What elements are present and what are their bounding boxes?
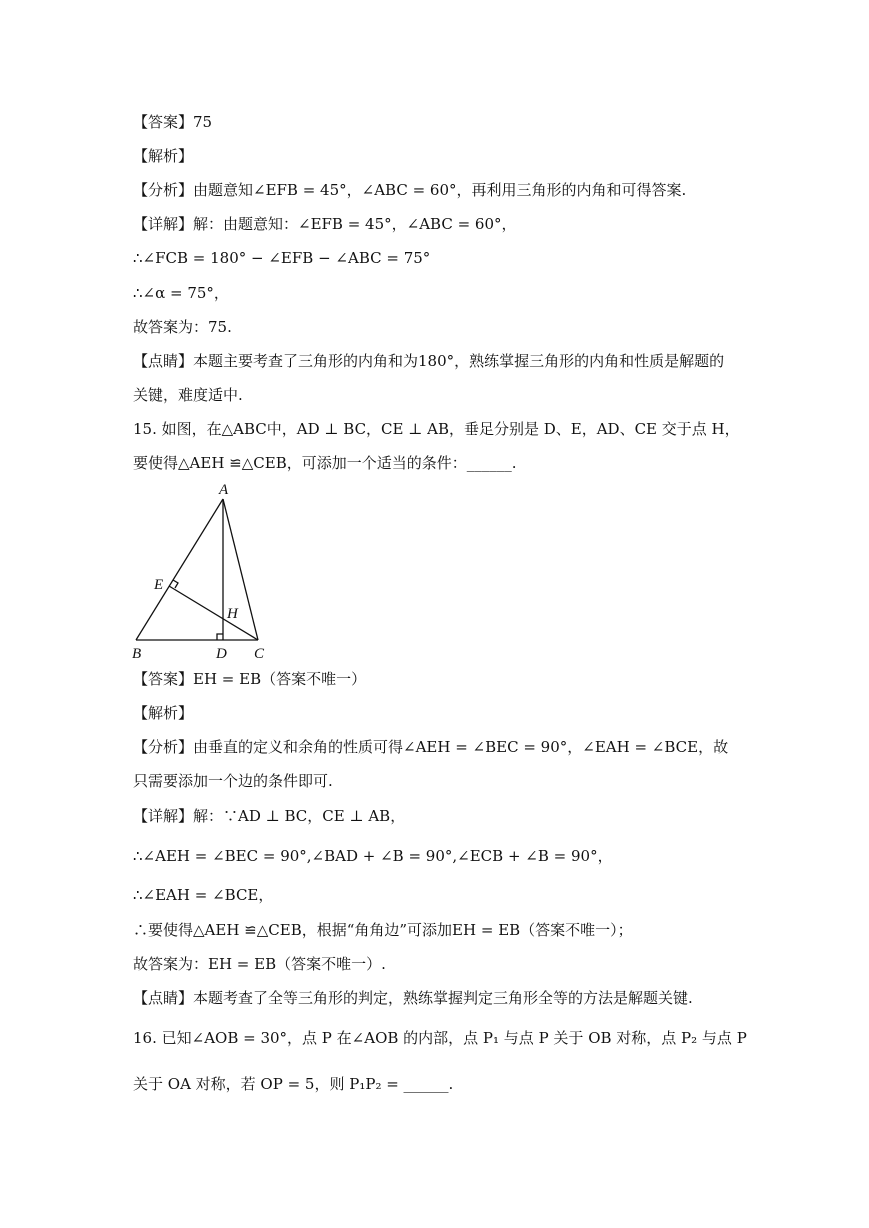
question-15-line-2: 要使得△AEH ≌△CEB，可添加一个适当的条件：______.: [133, 454, 517, 472]
comment-line-15: 【点睛】本题考查了全等三角形的判定，熟练掌握判定三角形全等的方法是解题关键.: [133, 989, 693, 1007]
label-E: E: [154, 577, 164, 593]
comment-line-14-2: 关键，难度适中.: [133, 386, 243, 404]
label-B: B: [132, 646, 142, 662]
question-16-line-1: 16. 已知∠AOB = 30°，点 P 在∠AOB 的内部，点 P₁ 与点 P 关于 OB 对称，点 P₂ 与点 P: [133, 1029, 747, 1047]
conclusion-line-14: 故答案为：75.: [133, 318, 232, 336]
analysis-line-15-2: 只需要添加一个边的条件即可.: [133, 772, 333, 790]
triangle-figure: [126, 478, 276, 663]
segment-AB: [136, 499, 223, 640]
conclusion-line-15: 故答案为：EH = EB（答案不唯一）.: [133, 955, 386, 973]
label-D: D: [216, 646, 227, 662]
comment-line-14-1: 【点睛】本题主要考查了三角形的内角和为180°，熟练掌握三角形的内角和性质是解题的: [133, 352, 725, 370]
detail-line-15-2: ∴∠AEH = ∠BEC = 90°,∠BAD + ∠B = 90°,∠ECB + ∠B = 90°，: [133, 847, 613, 865]
detail-line-14-3: ∴∠α = 75°，: [133, 284, 229, 302]
question-15-line-1: 15. 如图，在△ABC中，AD ⊥ BC，CE ⊥ AB，垂足分别是 D、E，AD、CE 交于点 H，: [133, 420, 740, 438]
answer-line-15: 【答案】EH = EB（答案不唯一）: [133, 670, 367, 688]
segment-CE: [169, 586, 258, 640]
answer-line-14: 【答案】75: [133, 113, 213, 131]
label-H: H: [227, 606, 238, 622]
detail-line-14-2: ∴∠FCB = 180° − ∠EFB − ∠ABC = 75°: [133, 249, 431, 267]
right-angle-E: [173, 580, 178, 588]
label-A: A: [219, 482, 229, 498]
detail-line-15-3: ∴∠EAH = ∠BCE，: [133, 886, 274, 904]
detail-line-14-1: 【详解】解：由题意知：∠EFB = 45°，∠ABC = 60°，: [133, 215, 517, 233]
right-angle-D: [217, 634, 223, 640]
detail-line-15-4: ∴要使得△AEH ≌△CEB，根据“角角边”可添加EH = EB（答案不唯一）；: [133, 921, 633, 939]
analysis-heading-14: 【解析】: [133, 147, 194, 165]
analysis-line-15-1: 【分析】由垂直的定义和余角的性质可得∠AEH = ∠BEC = 90°，∠EAH = ∠BCE，故: [133, 738, 729, 756]
analysis-heading-15: 【解析】: [133, 704, 194, 722]
question-16-line-2: 关于 OA 对称，若 OP = 5，则 P₁P₂ = ______.: [133, 1075, 454, 1093]
label-C: C: [254, 646, 265, 662]
detail-line-15-1: 【详解】解：∵AD ⊥ BC，CE ⊥ AB，: [133, 807, 406, 825]
analysis-line-14: 【分析】由题意知∠EFB = 45°，∠ABC = 60°，再利用三角形的内角和可得答案.: [133, 181, 687, 199]
